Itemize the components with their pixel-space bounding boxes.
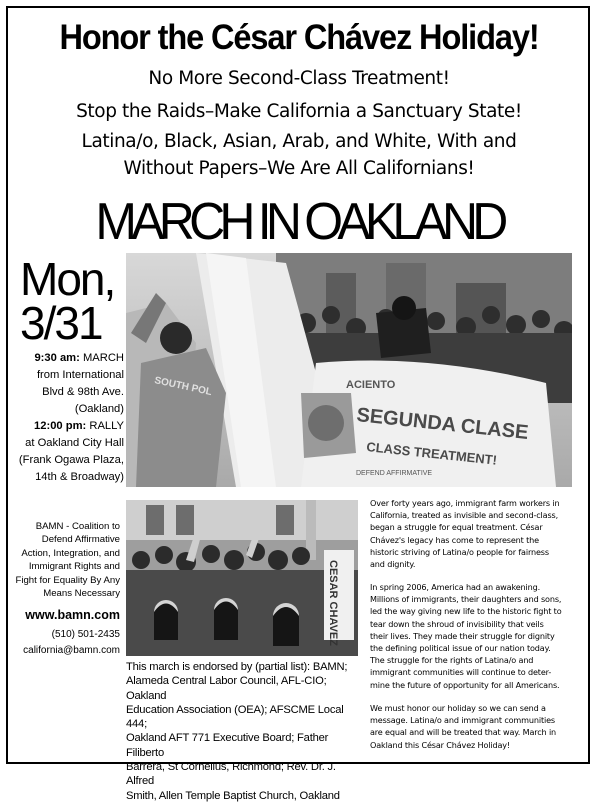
march-location-line: (Oakland) bbox=[74, 403, 124, 415]
org-website[interactable]: www.bamn.com bbox=[25, 608, 120, 622]
body-line: and dignity. bbox=[370, 559, 416, 570]
body-line: The struggle for the rights of Latina/o and bbox=[370, 655, 534, 666]
body-line: their lives. They made their struggle for dignity bbox=[370, 630, 555, 641]
rally-label: RALLY bbox=[89, 420, 124, 432]
slogan-line-3: Latina/o, Black, Asian, Arab, and White, With and bbox=[81, 131, 517, 152]
body-line: immigrant communities will continue to deter- bbox=[370, 667, 552, 678]
body-line: led the way giving new life to the historic fight to bbox=[370, 606, 562, 617]
rally-location-line: at Oakland City Hall bbox=[25, 437, 124, 449]
rally-schedule bbox=[8, 418, 124, 486]
endorsement-list bbox=[126, 660, 366, 803]
sign-text: CESAR CHAVEZ bbox=[327, 560, 339, 646]
march-location-line: from International bbox=[36, 369, 124, 381]
history-paragraph bbox=[370, 497, 572, 570]
banner-text-4: DEFEND AFFIRMATIVE bbox=[356, 470, 433, 477]
slogan-line-4: Without Papers–We Are All Californians! bbox=[123, 158, 475, 179]
date-number: 3/31 bbox=[20, 297, 102, 349]
org-line: Defend Affirmative bbox=[41, 534, 120, 546]
march-time: 9:30 am: bbox=[34, 352, 80, 364]
slogan-line-1: No More Second-Class Treatment! bbox=[148, 68, 450, 89]
body-line: Oakland this César Chávez Holiday! bbox=[370, 739, 511, 750]
march-headline: MARCH IN OAKLAND bbox=[95, 193, 503, 251]
date-day: Mon, bbox=[20, 253, 115, 305]
body-line: message. Latina/o and immigrant communities bbox=[370, 715, 555, 726]
org-line: Fight for Equality By Any bbox=[15, 574, 120, 586]
body-line: Chávez's legacy has come to represent the bbox=[370, 534, 539, 545]
endorsement-line: Smith, Allen Temple Baptist Church, Oakland bbox=[126, 789, 340, 802]
endorsement-line: Barrera, St Cornelius, Richmond; Rev. Dr. J. Alfred bbox=[126, 761, 336, 788]
endorsement-line: Alameda Central Labor Council, AFL-CIO; Oakland bbox=[126, 675, 327, 702]
body-line: mine the future of opportunity for all Americans. bbox=[370, 679, 560, 690]
rally-time: 12:00 pm: bbox=[34, 420, 87, 432]
body-line: tear down the shroud of invisibility that veils bbox=[370, 618, 544, 629]
march-schedule bbox=[8, 350, 124, 418]
flyer-title: Honor the César Chávez Holiday! bbox=[59, 18, 539, 57]
endorsement-line: Education Association (OEA); AFSCME Local 444; bbox=[126, 703, 344, 731]
shirt-text: SOUTH POL bbox=[153, 375, 213, 399]
body-line: Millions of immigrants, their daughters and sons, bbox=[370, 594, 562, 605]
org-description bbox=[8, 520, 120, 600]
org-email[interactable]: california@bamn.com bbox=[23, 645, 120, 656]
org-line: Immigrant Rights and bbox=[28, 561, 120, 573]
body-line: In spring 2006, America had an awakening. bbox=[370, 582, 541, 592]
body-line: We must honor our holiday so we can send a bbox=[370, 703, 546, 713]
march-label: MARCH bbox=[82, 352, 124, 364]
banner-text-2: CLASS TREATMENT! bbox=[365, 439, 498, 468]
body-line: the defining political issue of our nation today. bbox=[370, 643, 551, 654]
org-line: BAMN - Coalition to bbox=[35, 521, 120, 532]
call-to-action-paragraph bbox=[370, 702, 572, 751]
body-line: are equal and will be treated that way. March in bbox=[370, 727, 557, 738]
march-crowd-photo bbox=[126, 253, 572, 487]
body-line: Over forty years ago, immigrant farm workers in bbox=[370, 498, 560, 508]
banner-text-3: ACIENTO bbox=[346, 379, 396, 391]
body-line: California, treated as invisible and second-class, bbox=[370, 510, 559, 521]
endorsement-line: This march is endorsed by (partial list): BAMN; bbox=[126, 661, 348, 673]
body-line: began a struggle for equal treatment. César bbox=[370, 522, 543, 533]
rally-crowd-photo bbox=[126, 500, 358, 656]
body-line: historic striving of Latina/o people for fairness bbox=[370, 546, 549, 557]
banner-text-1: SEGUNDA CLASE bbox=[355, 404, 530, 445]
awakening-paragraph bbox=[370, 581, 572, 691]
rally-location-line: (Frank Ogawa Plaza, bbox=[18, 454, 124, 466]
org-phone: (510) 501-2435 bbox=[51, 629, 120, 640]
slogan-line-2: Stop the Raids–Make California a Sanctuary State! bbox=[76, 101, 522, 122]
rally-location-line: 14th & Broadway) bbox=[35, 471, 124, 483]
endorsement-line: Oakland AFT 771 Executive Board; Father Filiberto bbox=[126, 732, 329, 759]
org-line: Action, Integration, and bbox=[21, 547, 120, 559]
march-location-line: Blvd & 98th Ave. bbox=[42, 386, 124, 398]
org-line: Means Necessary bbox=[43, 588, 120, 600]
